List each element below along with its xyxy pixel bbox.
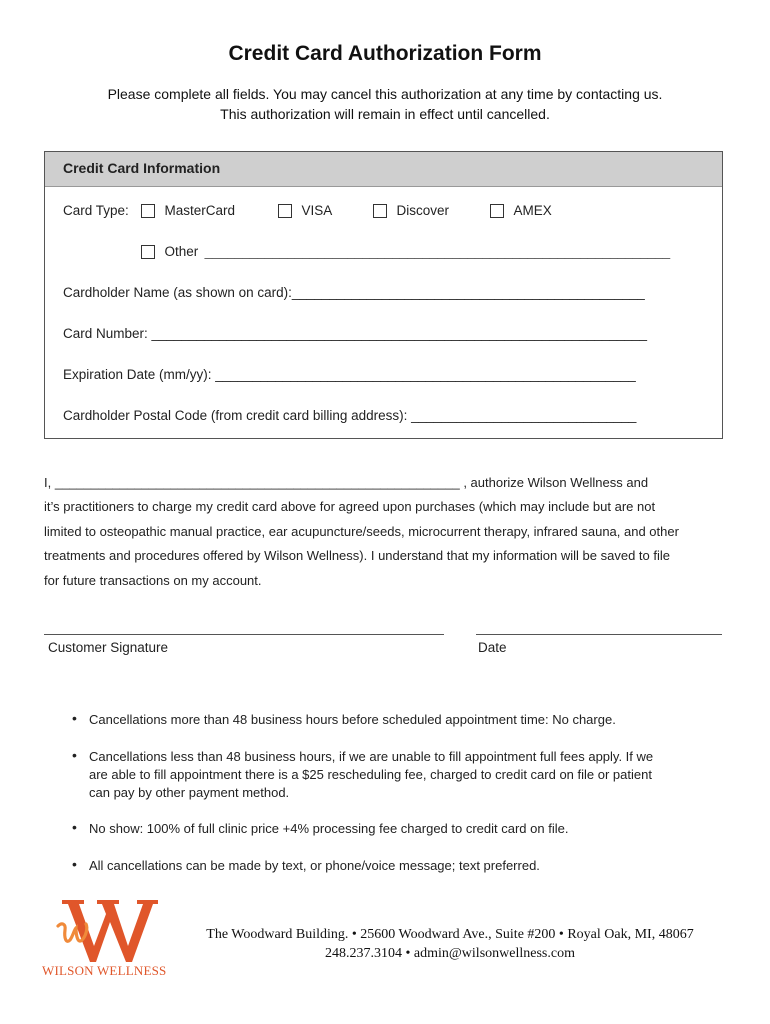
policy-item-4: All cancellations can be made by text, or phone/voice message; text preferred. — [89, 858, 540, 873]
card-type-label: Card Type: — [63, 203, 129, 218]
other-label: Other — [164, 244, 199, 259]
customer-signature-line[interactable] — [44, 634, 444, 635]
bullet-2: • — [72, 747, 77, 763]
mastercard-checkbox[interactable] — [141, 204, 155, 218]
logo-wordmark: WILSON WELLNESS — [42, 963, 167, 978]
subtitle-line-2: This authorization will remain in effect until cancelled. — [220, 106, 550, 122]
card-number-field[interactable]: Card Number: __________________________________________________________________ — [63, 326, 648, 341]
visa-label: VISA — [301, 203, 333, 218]
cardholder-name-field[interactable]: Cardholder Name (as shown on card):_______________________________________________ — [63, 285, 645, 300]
bullet-1: • — [72, 710, 77, 726]
discover-checkbox[interactable] — [373, 204, 387, 218]
amex-checkbox[interactable] — [490, 204, 504, 218]
authorization-line-1: I, ________________________________________________________ , authorize Wilson Wellness and — [44, 475, 649, 490]
card-option-amex[interactable] — [490, 202, 552, 220]
subtitle-line-1: Please complete all fields. You may cancel this authorization at any time by contacting us. — [107, 86, 663, 102]
discover-label: Discover — [396, 203, 449, 218]
authorization-line-4: treatments and procedures offered by Wilson Wellness). I understand that my information will be saved to file — [44, 548, 670, 563]
other-checkbox[interactable] — [141, 245, 155, 259]
footer-contact: 248.237.3104 • admin@wilsonwellness.com — [325, 946, 575, 961]
policy-item-2-line-3: can pay by other payment method. — [89, 785, 290, 800]
visa-checkbox[interactable] — [278, 204, 292, 218]
date-line[interactable] — [476, 634, 722, 635]
bullet-3: • — [72, 819, 77, 835]
authorization-line-5: for future transactions on my account. — [44, 573, 262, 588]
bullet-4: • — [72, 856, 77, 872]
postal-code-field[interactable]: Cardholder Postal Code (from credit card billing address): ______________________________ — [63, 408, 637, 423]
other-input-line[interactable]: ______________________________________________________________ — [204, 244, 671, 259]
authorization-line-2: it’s practitioners to charge my credit card above for agreed upon purchases (which may include but are not — [44, 499, 656, 514]
date-label: Date — [478, 640, 507, 655]
policy-item-2-line-2: are able to fill appointment there is a $25 rescheduling fee, charged to credit card on file or patient — [89, 767, 652, 782]
policy-item-1: Cancellations more than 48 business hours before scheduled appointment time: No charge. — [89, 712, 616, 727]
card-option-other[interactable] — [141, 243, 670, 261]
mastercard-label: MasterCard — [164, 203, 235, 218]
footer-address: The Woodward Building. • 25600 Woodward Ave., Suite #200 • Royal Oak, MI, 48067 — [206, 927, 694, 942]
section-header-label: Credit Card Information — [63, 160, 221, 176]
card-option-mastercard[interactable] — [141, 202, 235, 220]
card-option-discover[interactable] — [373, 202, 449, 220]
amex-label: AMEX — [513, 203, 552, 218]
policy-item-2-line-1: Cancellations less than 48 business hours, if we are unable to fill appointment full fees apply. If we — [89, 749, 654, 764]
customer-signature-label: Customer Signature — [48, 640, 169, 655]
policy-item-3: No show: 100% of full clinic price +4% processing fee charged to credit card on file. — [89, 821, 569, 836]
credit-card-info-section — [44, 151, 723, 439]
section-header — [45, 152, 722, 187]
form-title: Credit Card Authorization Form — [228, 42, 542, 65]
card-option-visa[interactable] — [278, 202, 332, 220]
authorization-line-3: limited to osteopathic manual practice, ear acupuncture/seeds, microcurrent therapy, infrared sauna, and other — [44, 524, 679, 539]
expiration-date-field[interactable]: Expiration Date (mm/yy): ________________________________________________________ — [63, 367, 636, 382]
wilson-wellness-logo-icon — [40, 896, 175, 966]
